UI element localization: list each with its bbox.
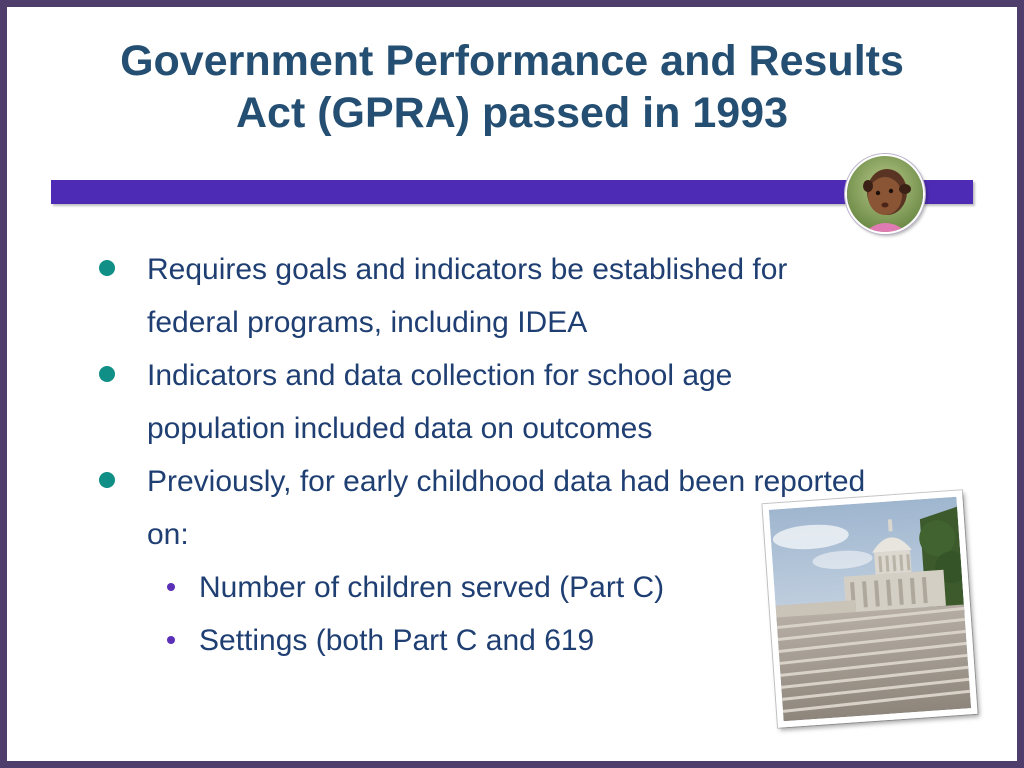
capitol-building-illustration [769, 497, 971, 722]
bullet-dot-icon [99, 366, 115, 382]
title-line-1: Government Performance and Results [120, 37, 904, 85]
bullet-item [7, 455, 877, 561]
bullet-text: Requires goals and indicators be established for federal programs, including IDEA [147, 253, 788, 339]
slide [7, 7, 1017, 761]
bullet-text: Previously, for early childhood data had been reported on: [147, 465, 866, 551]
sub-bullet-text: Settings (both Part C and 619 [199, 624, 595, 657]
slide-title [47, 35, 977, 139]
child-portrait-photo [845, 154, 925, 234]
bullet-dot-icon [99, 472, 115, 488]
sub-bullet-dot-icon [167, 636, 175, 644]
title-divider-bar [51, 180, 973, 204]
bullet-dot-icon [99, 260, 115, 276]
sub-bullet-dot-icon [167, 583, 175, 591]
bullet-item [7, 243, 877, 349]
bullet-item [7, 349, 877, 455]
capitol-building-photo [762, 490, 977, 727]
title-line-2: Act (GPRA) passed in 1993 [235, 89, 788, 137]
sub-bullet-text: Number of children served (Part C) [199, 571, 665, 604]
child-portrait-illustration [847, 156, 923, 232]
bullet-text: Indicators and data collection for school age population included data on outcomes [147, 359, 733, 445]
